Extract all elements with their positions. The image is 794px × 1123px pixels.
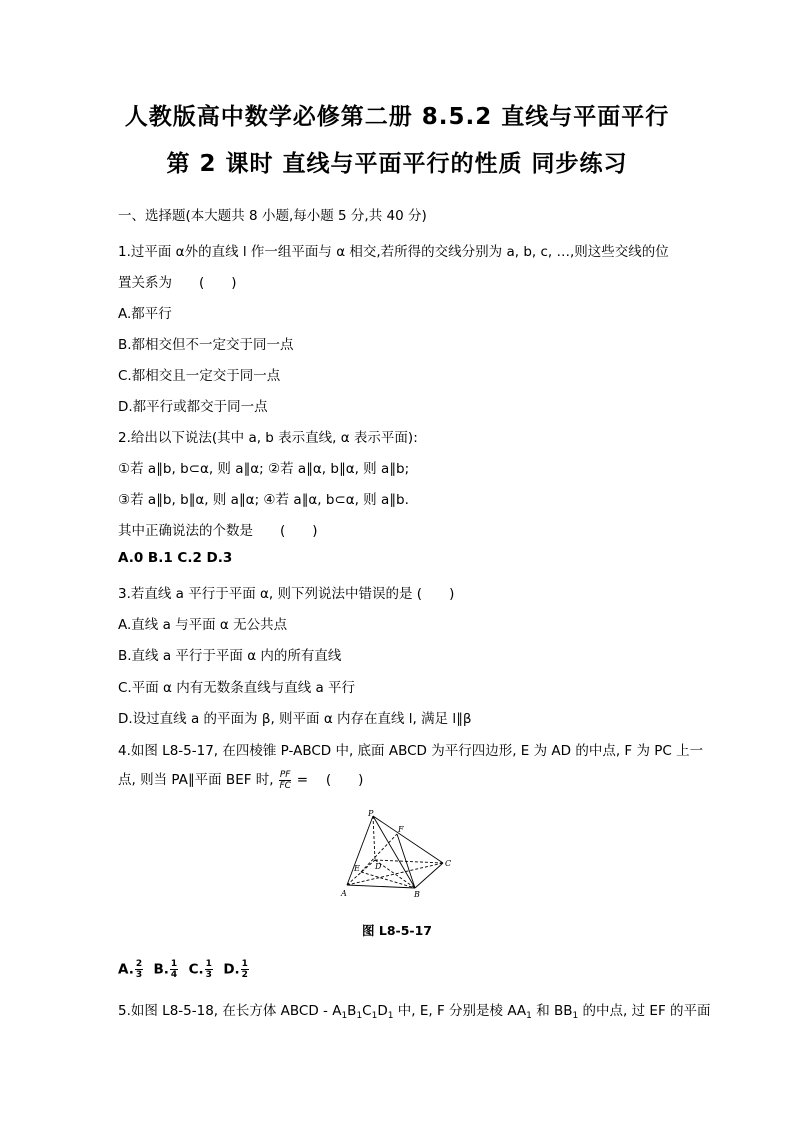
q5-stem-line1 — [118, 999, 711, 1021]
edge-pd — [373, 816, 375, 860]
q4-options — [118, 959, 250, 980]
label-b: B — [414, 890, 420, 899]
q2-stem-line1: 2.给出以下说法(其中 a, b 表示直线, α 表示平面): — [118, 430, 418, 446]
q3-option-c: C.平面 α 内有无数条直线与直线 a 平行 — [118, 680, 356, 696]
edge-bc — [415, 863, 443, 888]
q4-option-b-num: 1 — [170, 959, 178, 969]
edge-ab — [347, 885, 415, 888]
q4-option-c-den: 3 — [205, 970, 212, 980]
label-f: F — [398, 825, 404, 834]
q4-stem-line1: 4.如图 L8-5-17, 在四棱锥 P-ABCD 中, 底面 ABCD 为平行四边形, E 为 AD 的中点, F 为 PC 上一 — [118, 743, 704, 759]
q4-option-a-num: 2 — [135, 959, 143, 969]
q4-option-a-den: 3 — [135, 970, 143, 980]
q4-option-b-fraction — [170, 959, 178, 980]
q4-stem-line2-pre: 点, 则当 PA∥平面 BEF 时, — [118, 772, 274, 788]
q5-sub-6: 1 — [572, 1011, 579, 1021]
document-subtitle: 第 2 课时 直线与平面平行的性质 同步练习 — [166, 151, 628, 177]
q5-sub-1: 1 — [341, 1011, 348, 1021]
edge-pb — [373, 816, 415, 888]
q5-text-4: D — [377, 1003, 388, 1019]
label-c: C — [445, 859, 452, 868]
edge-pa — [347, 816, 373, 885]
pyramid-figure — [335, 808, 465, 903]
q4-stem-line2 — [118, 768, 363, 791]
q4-option-b-den: 4 — [170, 970, 178, 980]
q5-text-1: 5.如图 L8-5-18, 在长方体 ABCD - A — [118, 1003, 342, 1019]
label-a: A — [341, 889, 347, 898]
q3-option-d: D.设过直线 a 的平面为 β, 则平面 α 内存在直线 l, 满足 l∥β — [118, 711, 472, 727]
q2-stem-line4: 其中正确说法的个数是 ( ) — [118, 523, 318, 539]
q1-option-d: D.都平行或都交于同一点 — [118, 399, 268, 415]
q1-option-a: A.都平行 — [118, 306, 172, 322]
q3-stem: 3.若直线 a 平行于平面 α, 则下列说法中错误的是 ( ) — [118, 586, 455, 602]
section-heading: 一、选择题(本大题共 8 小题,每小题 5 分,共 40 分) — [118, 208, 427, 224]
q4-fraction-denominator: FC — [279, 780, 291, 791]
q5-text-3: C — [362, 1003, 372, 1019]
edge-dc — [375, 860, 443, 863]
q5-sub-5: 1 — [526, 1011, 532, 1021]
q4-option-d-den: 2 — [241, 970, 248, 980]
q3-option-b: B.直线 a 平行于平面 α 内的所有直线 — [118, 648, 342, 664]
q5-text-2: B — [347, 1003, 357, 1019]
q4-option-a-label: A. — [118, 961, 134, 978]
q2-statement-3-4: ③若 a∥b, b∥α, 则 a∥α; ④若 a∥α, b⊂α, 则 a∥b. — [118, 492, 409, 508]
q1-stem-line2: 置关系为 ( ) — [118, 275, 237, 291]
q4-option-d-num: 1 — [241, 959, 248, 969]
document-title: 人教版高中数学必修第二册 8.5.2 直线与平面平行 — [124, 104, 670, 130]
q2-statement-1-2: ①若 a∥b, b⊂α, 则 a∥α; ②若 a∥α, b∥α, 则 a∥b; — [118, 461, 410, 477]
q4-stem-line2-post: = ( ) — [296, 772, 364, 788]
q5-text-5: 中, E, F 分别是棱 AA — [393, 1003, 527, 1019]
q4-option-c-label: C. — [188, 961, 204, 978]
q4-fraction-numerator: PF — [279, 769, 291, 780]
label-e: E — [354, 864, 360, 873]
q4-option-b-label: B. — [153, 961, 169, 978]
q5-text-6: 和 BB — [531, 1003, 573, 1019]
q4-option-d-label: D. — [223, 961, 240, 978]
q2-options: A.0 B.1 C.2 D.3 — [118, 550, 233, 566]
q1-option-c: C.都相交且一定交于同一点 — [118, 368, 281, 384]
label-d: D — [375, 862, 382, 871]
q4-option-d-fraction — [241, 959, 249, 980]
label-p: P — [368, 809, 374, 818]
edge-ad — [347, 860, 375, 885]
q4-fraction — [279, 770, 292, 791]
figure-caption: 图 L8-5-17 — [362, 923, 432, 938]
q5-text-7: 的中点, 过 EF 的平面 — [578, 1003, 711, 1019]
q3-option-a: A.直线 a 与平面 α 无公共点 — [118, 617, 288, 633]
q5-sub-3: 1 — [371, 1011, 378, 1021]
q5-sub-2: 1 — [356, 1011, 363, 1021]
q1-option-b: B.都相交但不一定交于同一点 — [118, 337, 294, 353]
edge-pc — [373, 816, 443, 863]
q1-stem-line1: 1.过平面 α外的直线 l 作一组平面与 α 相交,若所得的交线分别为 a, b, c, …,则这些交线的位 — [118, 244, 669, 260]
q4-option-a-fraction — [135, 959, 143, 980]
q5-sub-4: 1 — [387, 1011, 394, 1021]
q4-option-c-fraction — [205, 959, 213, 980]
q4-option-c-num: 1 — [205, 959, 212, 969]
